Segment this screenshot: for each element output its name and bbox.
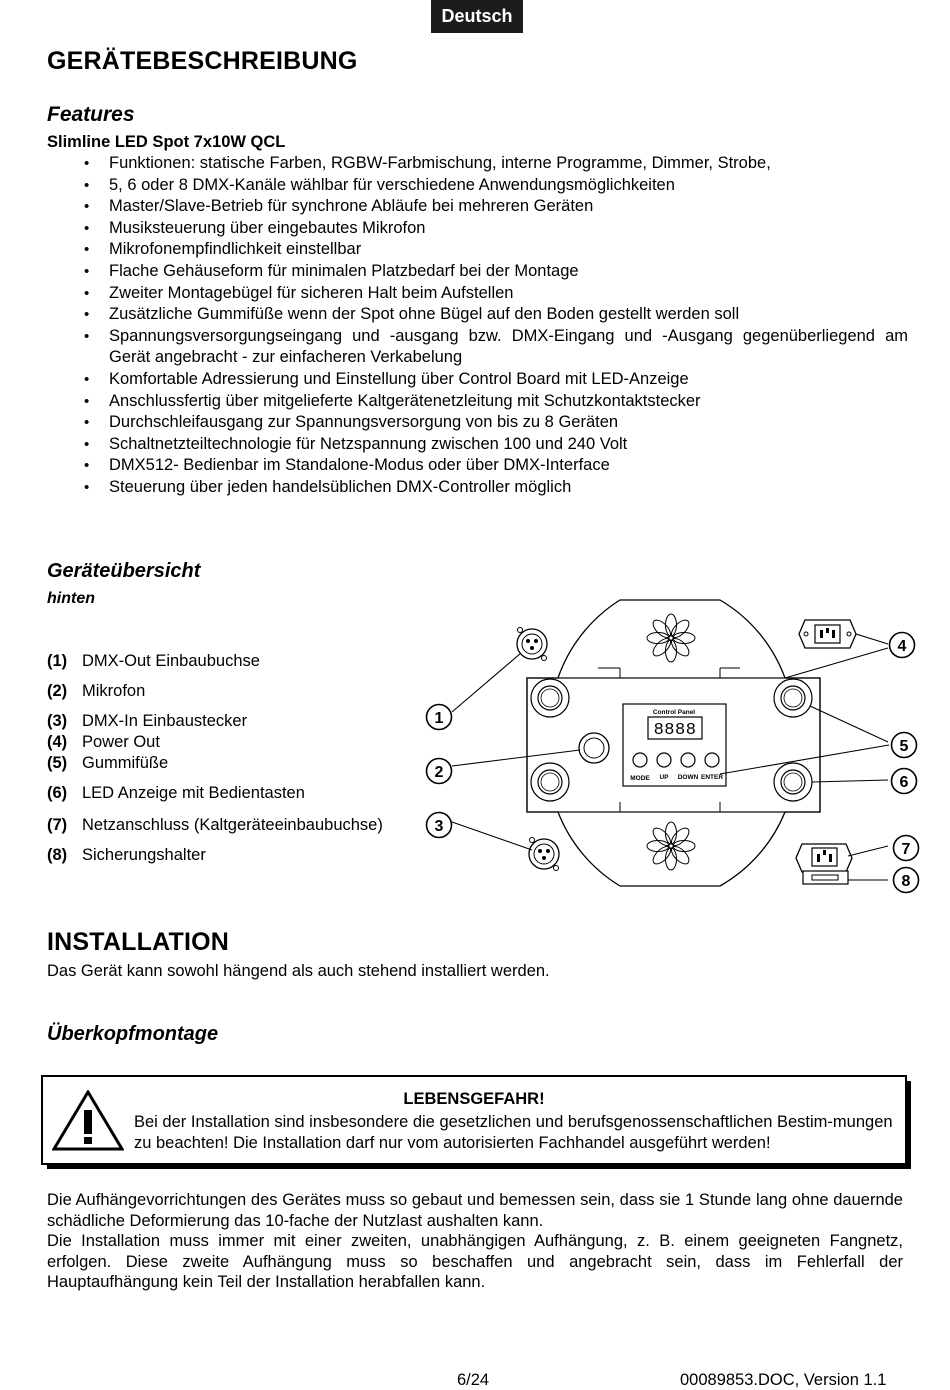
callout-number: 2 xyxy=(434,764,444,781)
legend-item-6 xyxy=(47,783,305,803)
feature-item: • Zusätzliche Gummifüße wenn der Spot ohne Bügel auf den Boden gestellt werden soll xyxy=(48,304,908,326)
legend-item-7 xyxy=(47,815,383,835)
feature-item: • Master/Slave-Betrieb für synchrone Abläufe bei mehreren Geräten xyxy=(48,196,908,218)
legend-number: (5) xyxy=(47,754,68,772)
feature-item: • Spannungsversorgungseingang und -ausgang bzw. DMX-Eingang und -Ausgang gegenüberliegend am Gerät angebracht - zur einfacheren Verkabelung xyxy=(48,326,908,369)
features-heading: Features xyxy=(47,103,135,126)
callout-number: 4 xyxy=(897,638,907,655)
legend-item-4 xyxy=(47,732,160,752)
fuse-holder-icon xyxy=(803,871,848,884)
power-inlet-icon xyxy=(796,844,852,872)
legend-item-5 xyxy=(47,753,168,773)
feature-item: • Flache Gehäuseform für minimalen Platzbedarf bei der Montage xyxy=(48,261,908,283)
page-number: 6/24 xyxy=(457,1371,490,1389)
callout-2 xyxy=(427,759,452,784)
legend-number: (3) xyxy=(47,712,68,730)
mode-button xyxy=(633,753,647,767)
button-label-enter: ENTER xyxy=(700,774,724,781)
callout-7 xyxy=(894,836,919,861)
callout-number: 3 xyxy=(434,818,444,835)
callout-number: 8 xyxy=(901,873,911,890)
dmx-out-socket-icon xyxy=(517,628,547,661)
section-title-installation: INSTALLATION xyxy=(47,928,230,956)
warning-title: LEBENSGEFAHR! xyxy=(403,1090,545,1108)
product-name: Slimline LED Spot 7x10W QCL xyxy=(47,133,286,151)
feature-item: • Musiksteuerung über eingebautes Mikrofon xyxy=(48,218,908,240)
legend-label: DMX-In Einbaustecker xyxy=(82,712,248,730)
warning-triangle-icon xyxy=(52,1090,124,1152)
document-id: 00089853.DOC, Version 1.1 xyxy=(680,1371,887,1389)
callout-6 xyxy=(892,769,917,794)
legend-label: Netzanschluss (Kaltgeräteeinbaubuchse) xyxy=(82,816,383,834)
features-list xyxy=(48,153,908,499)
legend-item-2 xyxy=(47,681,145,701)
feature-item: • Mikrofonempfindlichkeit einstellbar xyxy=(48,239,908,261)
control-panel xyxy=(623,704,726,786)
legend-label: Sicherungshalter xyxy=(82,846,206,864)
button-label-mode: MODE xyxy=(630,775,650,782)
feature-item: • Schaltnetzteiltechnologie für Netzspannung zwischen 100 und 240 Volt xyxy=(48,434,908,456)
led-display-digits: 8888 xyxy=(653,721,697,740)
callout-1 xyxy=(427,705,452,730)
legend-label: LED Anzeige mit Bedientasten xyxy=(82,784,305,802)
dmx-in-plug-icon xyxy=(529,838,559,871)
overview-heading: Geräteübersicht xyxy=(47,560,201,582)
down-button xyxy=(681,753,695,767)
legend-number: (1) xyxy=(47,652,68,670)
callout-3 xyxy=(427,813,452,838)
callout-number: 1 xyxy=(434,710,444,727)
legend-label: Gummifüße xyxy=(82,754,169,772)
legend-item-1 xyxy=(47,651,260,671)
legend-number: (6) xyxy=(47,784,68,802)
legend-number: (2) xyxy=(47,682,68,700)
callout-number: 7 xyxy=(901,841,911,858)
legend-label: Power Out xyxy=(82,733,160,751)
feature-item: • 5, 6 oder 8 DMX-Kanäle wählbar für verschiedene Anwendungsmöglichkeiten xyxy=(48,175,908,197)
legend-label: DMX-Out Einbaubuchse xyxy=(82,652,260,670)
section-title-description: GERÄTEBESCHREIBUNG xyxy=(47,47,358,75)
legend-item-3 xyxy=(47,711,247,731)
callout-number: 5 xyxy=(899,738,909,755)
installation-intro: Das Gerät kann sowohl hängend als auch stehend installiert werden. xyxy=(47,962,550,980)
feature-item: • Komfortable Adressierung und Einstellung über Control Board mit LED-Anzeige xyxy=(48,369,908,391)
up-button xyxy=(657,753,671,767)
control-panel-title: Control Panel xyxy=(652,709,696,716)
button-label-up: UP xyxy=(659,774,669,781)
feature-item: • Durchschleifausgang zur Spannungsversorgung von bis zu 8 Geräten xyxy=(48,412,908,434)
button-label-down: DOWN xyxy=(677,774,699,781)
callout-5 xyxy=(892,733,917,758)
legend-number: (4) xyxy=(47,733,68,751)
language-badge: Deutsch xyxy=(431,0,523,33)
feature-item: • Zweiter Montagebügel für sicheren Halt beim Aufstellen xyxy=(48,283,908,305)
feature-item: • Funktionen: statische Farben, RGBW-Farbmischung, interne Programme, Dimmer, Strobe, xyxy=(48,153,908,175)
enter-button xyxy=(705,753,719,767)
legend-number: (8) xyxy=(47,846,68,864)
paragraph-secondary-suspension: Die Installation muss immer mit einer zweiten, unabhängigen Aufhängung, z. B. einem geeigneten Fangnetz, erfolgen. Diese zweite Aufhängung muss so beschaffen und angebracht sein, dass im Fehlerfall der Hauptaufhängung kein Teil der Installation herabfallen kann. xyxy=(47,1232,903,1291)
microphone-icon xyxy=(579,733,609,763)
feature-item: • DMX512- Bedienbar im Standalone-Modus oder über DMX-Interface xyxy=(48,455,908,477)
overhead-heading: Überkopfmontage xyxy=(47,1023,219,1045)
overview-subheading: hinten xyxy=(47,590,95,607)
paragraph-suspension: Die Aufhängevorrichtungen des Gerätes muss so gebaut und bemessen sein, dass sie 1 Stunde lang ohne dauernde schädliche Deformierung das 10-fache der Nutzlast aushalten kann. xyxy=(47,1191,903,1230)
callout-number: 6 xyxy=(899,774,909,791)
legend-label: Mikrofon xyxy=(82,682,146,700)
feature-item: • Anschlussfertig über mitgelieferte Kaltgerätenetzleitung mit Schutzkontaktstecker xyxy=(48,391,908,413)
callout-8 xyxy=(894,868,919,893)
power-out-socket-icon xyxy=(799,620,856,648)
legend-item-8 xyxy=(47,845,206,865)
legend-number: (7) xyxy=(47,816,68,834)
device-rear-diagram xyxy=(420,590,930,900)
warning-text: Bei der Installation sind insbesondere die gesetzlichen und berufsgenossenschaftlichen Bestim-mungen zu beachten! Die Installation darf nur vom autorisierten Fachhandel ausgeführt werden! xyxy=(134,1113,893,1152)
callout-4 xyxy=(890,633,915,658)
feature-item: • Steuerung über jeden handelsüblichen DMX-Controller möglich xyxy=(48,477,908,499)
